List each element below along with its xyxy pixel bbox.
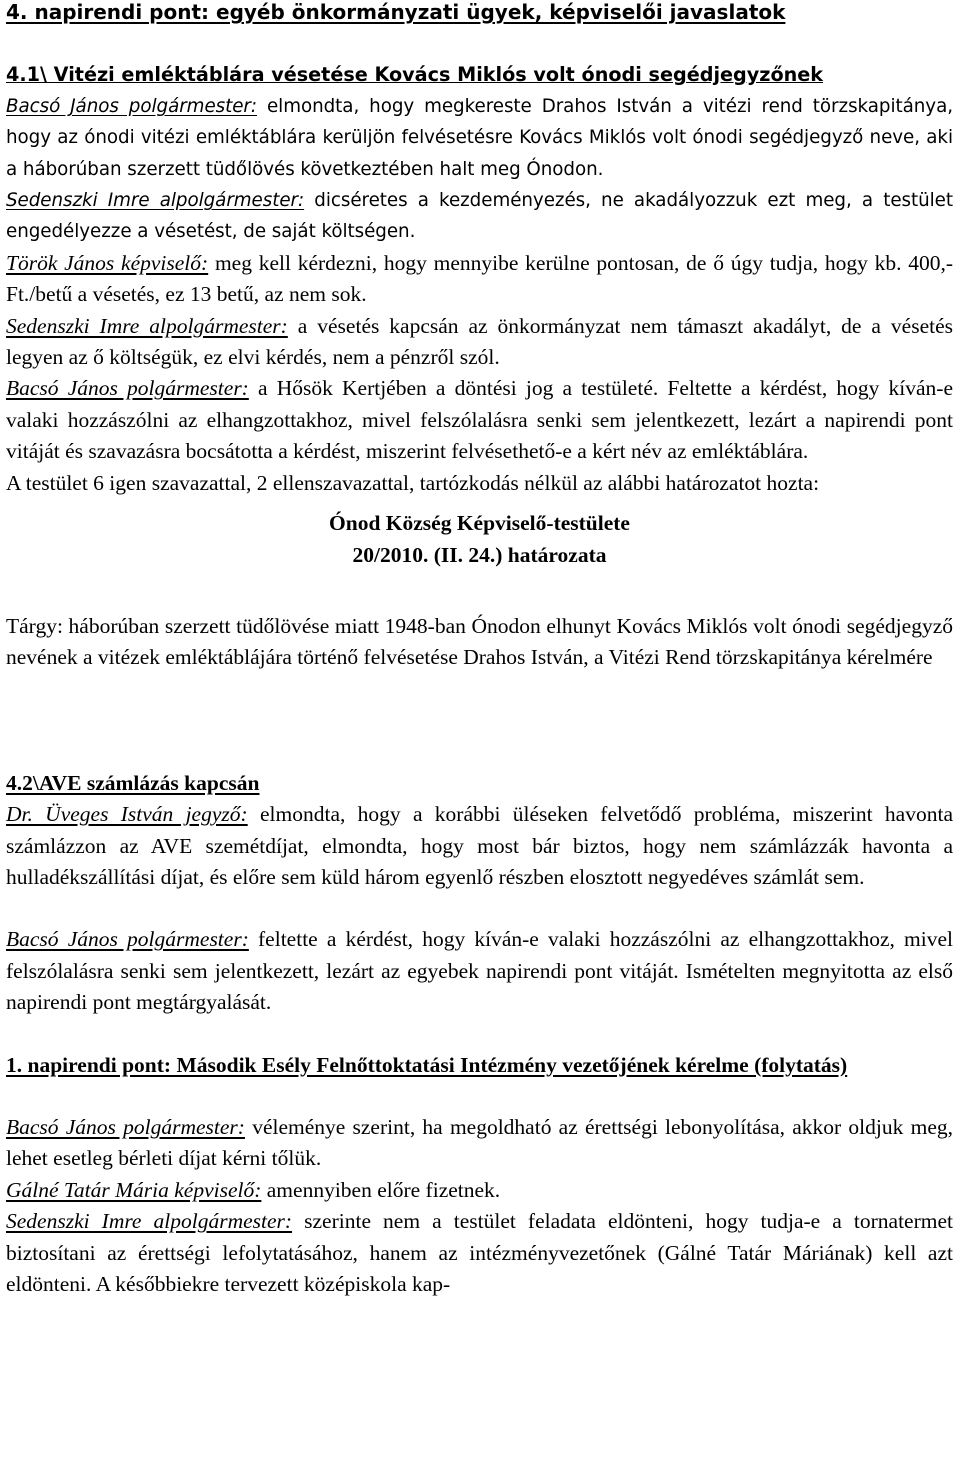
speaker-name: Gálné Tatár Mária képviselő: [6, 1177, 262, 1202]
paragraph [6, 248, 953, 311]
paragraph [6, 311, 953, 374]
paragraph-text: amennyiben előre fizetnek. [261, 1177, 501, 1202]
paragraph-text: a vésetés kapcsán az önkormányzat nem támaszt akadályt, de a vésetés legyen az ő költségük, ez elvi kérdés, nem a pénzről szól. [6, 313, 953, 370]
paragraph [6, 1206, 953, 1300]
speaker-name: Bacsó János polgármester: [6, 376, 249, 401]
speaker-name: Bacsó János polgármester: [6, 927, 249, 952]
paragraph-text: meg kell kérdezni, hogy mennyibe kerülne pontosan, de ő úgy tudja, hogy kb. 400,- Ft./betű a vésetés, ez 13 betű, az nem sok. [6, 250, 954, 307]
paragraph-text: véleménye szerint, ha megoldható az érettségi lebonyolítása, akkor oldjuk meg, lehet esetleg bérleti díjat kérni tőlük. [6, 1114, 953, 1171]
item-4-2-heading: 4.2\AVE számlázás kapcsán [6, 770, 260, 795]
speaker-name: Sedenszki Imre alpolgármester: [6, 1209, 293, 1234]
paragraph [6, 1112, 953, 1175]
spacer [6, 1081, 953, 1112]
section-4-heading: 4. napirendi pont: egyéb önkormányzati ügyek, képviselői javaslatok [6, 0, 786, 24]
resolution-subject: Tárgy: háborúban szerzett tüdőlövése miatt 1948-ban Ónodon elhunyt Kovács Miklós volt ónodi segédjegyző nevének a vitézek emléktáblájára történő felvésetése Drahos István, a Vitézi Rend törzskapitánya kérelmére [6, 613, 953, 670]
spacer [6, 571, 953, 611]
paragraph [6, 1175, 953, 1206]
item-4-1-dense-block [6, 91, 953, 248]
spacer [6, 893, 953, 924]
speaker-name: Dr. Üveges István jegyző: [6, 802, 248, 827]
paragraph [6, 799, 953, 893]
spacer [6, 31, 953, 59]
paragraph-text: szerinte nem a testület feladata eldönteni, hogy tudja-e a tornatermet biztosítani az érettségi lefolytatásához, hanem az intézményvezetőnek (Gálné Tatár Máriának) kell azt eldönteni. A későbbiekre tervezett középiskola kap- [6, 1209, 953, 1296]
paragraph-text: elmondta, hogy a korábbi üléseken felvetődő probléma, miszerint havonta számlázzon az AVE szemétdíjat, elmondta, hogy most bár biztos, hogy nem számlázzák havonta a hulladékszállítási díjat, és előre sem küld három egyenlő részben elosztott negyedéves számlát sem. [6, 802, 953, 889]
paragraph [6, 373, 953, 467]
speaker-name: Török János képviselő: [6, 250, 209, 275]
resolution-number: 20/2010. (II. 24.) határozata [352, 542, 607, 567]
speaker-name: Sedenszki Imre alpolgármester: [6, 190, 305, 212]
vote-result: A testület 6 igen szavazattal, 2 ellenszavazattal, tartózkodás nélkül az alábbi határozatot hozta: [6, 470, 820, 495]
paragraph-text: a Hősök Kertjében a döntési jog a testületé. Feltette a kérdést, hogy kíván-e valaki hozzászólni az elhangzottakhoz, mivel felszólalásra senki sem jelentkezett, lezárt a napirendi pont vitáját és szavazásra bocsátotta a kérdést, miszerint felvésethető-e a kért név az emléktáblára. [6, 376, 953, 464]
paragraph [6, 185, 953, 248]
paragraph [6, 924, 953, 1018]
paragraph [6, 91, 953, 185]
spacer [6, 1019, 953, 1050]
speaker-name: Sedenszki Imre alpolgármester: [6, 313, 288, 338]
speaker-name: Bacsó János polgármester: [6, 1114, 245, 1139]
resolution-title: Ónod Község Képviselő-testülete [329, 511, 630, 536]
paragraph-text: dicséretes a kezdeményezés, ne akadályozzuk ezt meg, a testület engedélyezze a vésetést, de saját költségen. [6, 190, 953, 243]
paragraph-text: feltette a kérdést, hogy kíván-e valaki hozzászólni az elhangzottakhoz, mivel felszólalásra senki sem jelentkezett, lezárt az egyebek napirendi pont vitáját. Ismételten megnyitotta az első napirendi pont megtárgyalását. [6, 927, 953, 1015]
spacer [6, 674, 953, 768]
section-1-heading: 1. napirendi pont: Második Esély Felnőttoktatási Intézmény vezetőjének kérelme (folytatás) [6, 1052, 848, 1077]
paragraph-text: elmondta, hogy megkereste Drahos István a vitézi rend törzskapitánya, hogy az ónodi vitézi emléktáblára kerüljön felvésetésre Kovács Miklós volt ónodi segédjegyző neve, aki a háborúban szerzett tüdőlövés következtében halt meg Ónodon. [6, 95, 953, 180]
speaker-name: Bacsó János polgármester: [6, 95, 258, 117]
item-4-1-heading: 4.1\ Vitézi emléktáblára vésetése Kovács Miklós volt ónodi segédjegyzőnek [6, 63, 824, 87]
